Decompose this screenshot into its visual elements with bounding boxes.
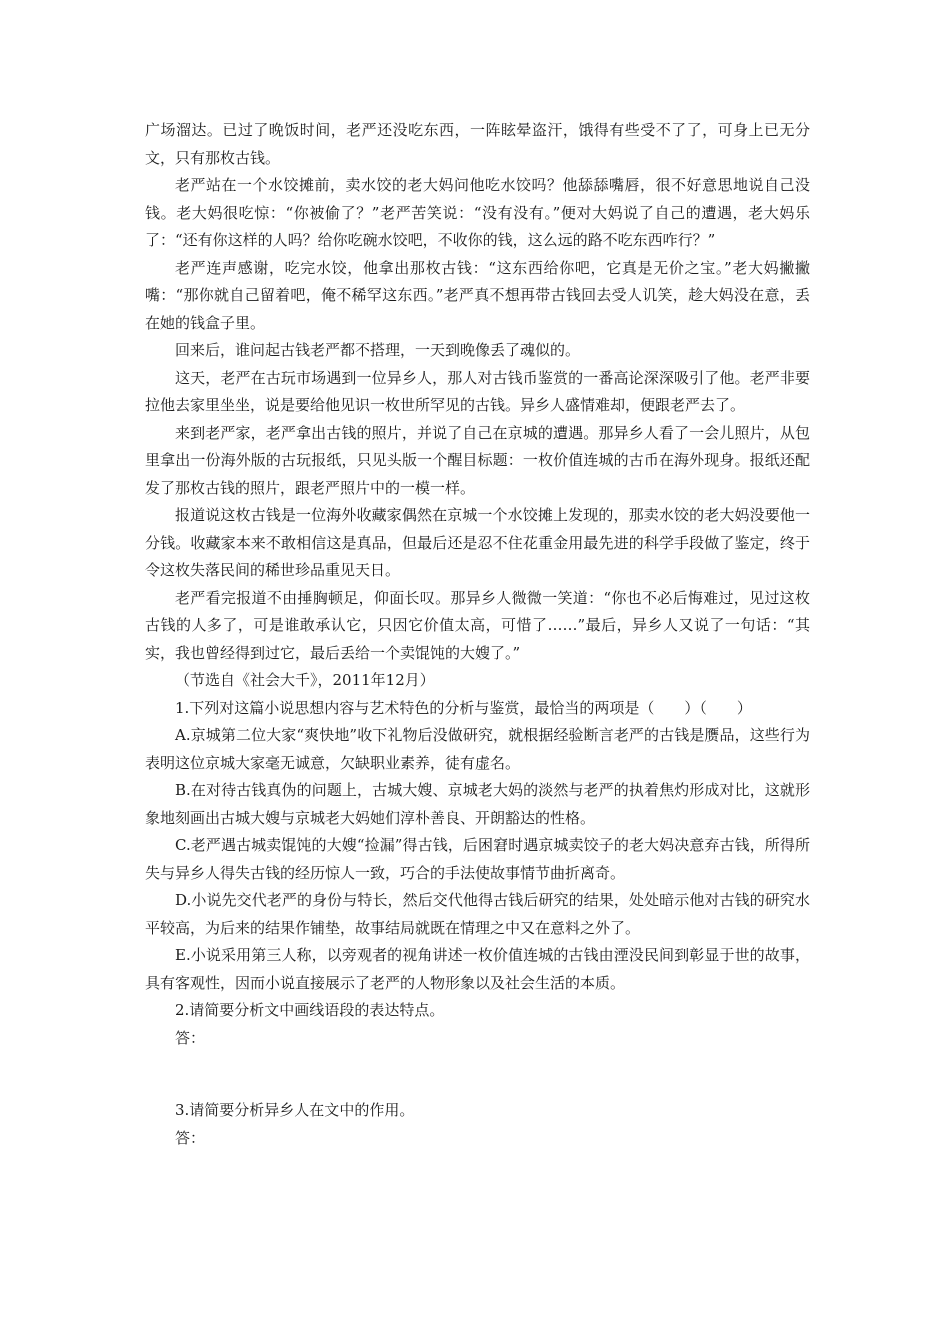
option-c: C.老严遇古城卖馄饨的大嫂“捡漏”得古钱，后困窘时遇京城卖饺子的老大妈决意弃古钱，所得所失与异乡人得失古钱的经历惊人一致，巧合的手法使故事情节曲折离奇。 bbox=[145, 836, 810, 882]
question-3-stem: 3.请简要分析异乡人在文中的作用。 bbox=[175, 1101, 415, 1119]
option-e: E.小说采用第三人称，以旁观者的视角讲述一枚价值连城的古钱由湮没民间到彰显于世的故事，具有客观性，因而小说直接展示了老严的人物形象以及社会生活的本质。 bbox=[145, 946, 810, 992]
story-paragraph: 广场溜达。已过了晚饭时间，老严还没吃东西，一阵眩晕盗汗，饿得有些受不了了，可身上已无分文，只有那枚古钱。 bbox=[145, 121, 810, 167]
question-2-stem: 2.请简要分析文中画线语段的表达特点。 bbox=[175, 1001, 445, 1019]
story-paragraph: 来到老严家，老严拿出古钱的照片，并说了自己在京城的遭遇。那异乡人看了一会儿照片，从包里拿出一份海外版的古玩报纸，只见头版一个醒目标题：一枚价值连城的古币在海外现身。报纸还配发了那枚古钱的照片，跟老严照片中的一模一样。 bbox=[145, 423, 810, 497]
story-paragraph: 这天，老严在古玩市场遇到一位异乡人，那人对古钱币鉴赏的一番高论深深吸引了他。老严非要拉他去家里坐坐，说是要给他见识一枚世所罕见的古钱。异乡人盛情难却，便跟老严去了。 bbox=[145, 368, 810, 414]
question-3-answer-label: 答： bbox=[175, 1128, 206, 1147]
story-paragraph: 老严站在一个水饺摊前，卖水饺的老大妈问他吃水饺吗？他舔舔嘴唇，很不好意思地说自己没钱。老大妈很吃惊：“你被偷了？”老严苦笑说：“没有没有。”便对大妈说了自己的遭遇，老大妈乐了：“还有你这样的人吗？给你吃碗水饺吧，不收你的钱，这么远的路不吃东西咋行？” bbox=[145, 176, 810, 249]
story-paragraph: 回来后，谁问起古钱老严都不搭理，一天到晚像丢了魂似的。 bbox=[175, 341, 581, 359]
question-1-stem: 1.下列对这篇小说思想内容与艺术特色的分析与鉴赏，最恰当的两项是（ ）（ ） bbox=[175, 698, 752, 717]
document-page bbox=[145, 117, 810, 1152]
option-d: D.小说先交代老严的身份与特长，然后交代他得古钱后研究的结果，处处暗示他对古钱的研究水平较高，为后来的结果作铺垫，故事结局就既在情理之中又在意料之外了。 bbox=[145, 891, 810, 937]
story-paragraph: 报道说这枚古钱是一位海外收藏家偶然在京城一个水饺摊上发现的，那卖水饺的老大妈没要他一分钱。收藏家本来不敢相信这是真品，但最后还是忍不住花重金用最先进的科学手段做了鉴定，终于令这枚失落民间的稀世珍品重见天日。 bbox=[145, 506, 810, 579]
option-b: B.在对待古钱真伪的问题上，古城大嫂、京城老大妈的淡然与老严的执着焦灼形成对比，这就形象地刻画出古城大嫂与京城老大妈她们淳朴善良、开朗豁达的性格。 bbox=[145, 781, 810, 827]
question-2-answer-label: 答： bbox=[175, 1028, 206, 1047]
option-a: A.京城第二位大家“爽快地”收下礼物后没做研究，就根据经验断言老严的古钱是赝品，这些行为表明这位京城大家毫无诚意，欠缺职业素养，徒有虚名。 bbox=[145, 726, 810, 772]
source-citation: （节选自《社会大千》，2011年12月） bbox=[175, 671, 435, 689]
story-paragraph: 老严看完报道不由捶胸顿足，仰面长叹。那异乡人微微一笑道：“你也不必后悔难过，见过这枚古钱的人多了，可是谁敢承认它，只因它价值太高，可惜了……”最后，异乡人又说了一句话：“其实，我也曾经得到过它，最后丢给一个卖馄饨的大嫂了。” bbox=[145, 588, 810, 662]
story-paragraph: 老严连声感谢，吃完水饺，他拿出那枚古钱：“这东西给你吧，它真是无价之宝。”老大妈撇撇嘴：“那你就自己留着吧，俺不稀罕这东西。”老严真不想再带古钱回去受人讥笑，趁大妈没在意，丢在她的钱盒子里。 bbox=[145, 258, 810, 332]
answer-space bbox=[145, 1052, 810, 1097]
